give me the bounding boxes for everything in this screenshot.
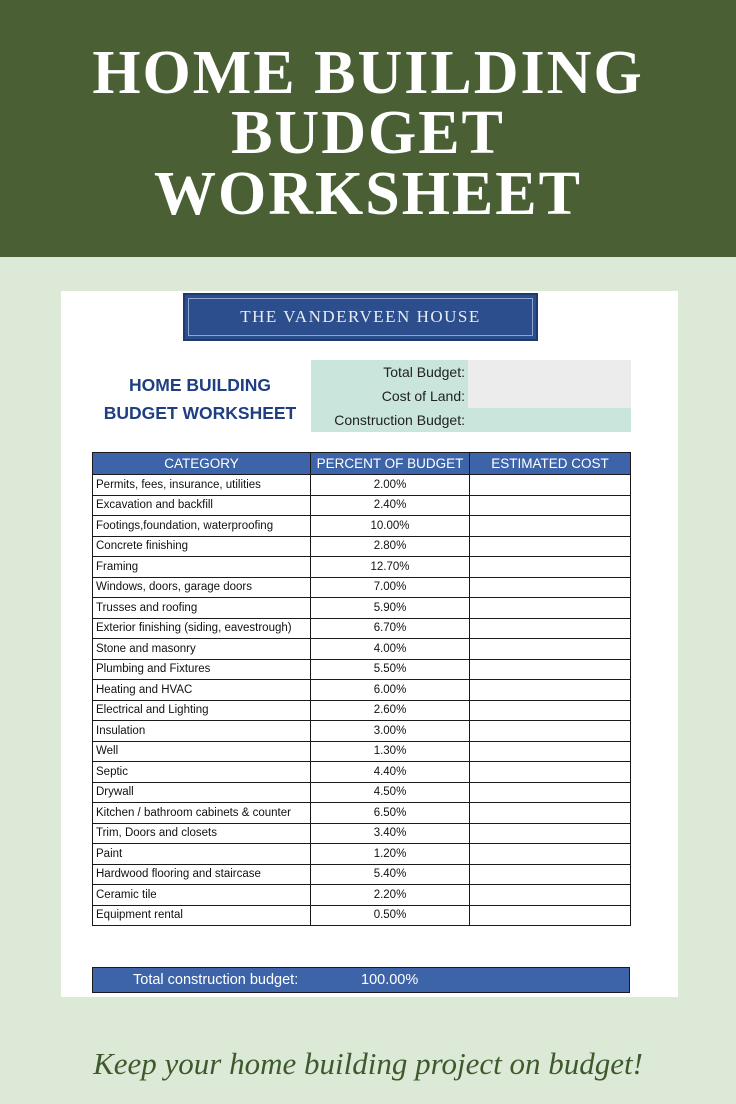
percent-cell: 5.40% [311,864,470,885]
total-value: 100.00% [361,972,419,988]
table-row [93,782,631,803]
table-header-row [93,453,631,475]
category-cell: Permits, fees, insurance, utilities [93,475,311,496]
table-row [93,577,631,598]
worksheet-title [95,371,305,427]
percent-cell: 5.90% [311,598,470,619]
category-cell: Excavation and backfill [93,495,311,516]
table-row [93,700,631,721]
header-title-line-2: BUDGET [231,99,505,167]
percent-cell: 2.00% [311,475,470,496]
percent-cell: 1.20% [311,844,470,865]
table-row [93,598,631,619]
cost-of-land-row [311,384,631,408]
category-cell: Footings,foundation, waterproofing [93,516,311,537]
percent-cell: 4.40% [311,762,470,783]
tagline: Keep your home building project on budget! [93,1046,643,1081]
table-row [93,864,631,885]
col-header-percent: PERCENT OF BUDGET [311,453,470,475]
header-title-line-3: WORKSHEET [154,160,582,228]
estimated-cost-cell[interactable] [470,475,631,496]
total-budget-row [311,360,631,384]
category-cell: Paint [93,844,311,865]
table-row [93,762,631,783]
brand-logo [183,293,538,341]
percent-cell: 3.00% [311,721,470,742]
category-cell: Stone and masonry [93,639,311,660]
category-cell: Exterior finishing (siding, eavestrough) [93,618,311,639]
estimated-cost-cell[interactable] [470,680,631,701]
table-row [93,516,631,537]
estimated-cost-cell[interactable] [470,598,631,619]
percent-cell: 2.20% [311,885,470,906]
percent-cell: 4.50% [311,782,470,803]
category-cell: Windows, doors, garage doors [93,577,311,598]
percent-cell: 7.00% [311,577,470,598]
percent-cell: 2.60% [311,700,470,721]
table-row [93,475,631,496]
estimated-cost-cell[interactable] [470,659,631,680]
table-row [93,844,631,865]
estimated-cost-cell[interactable] [470,885,631,906]
category-cell: Kitchen / bathroom cabinets & counter [93,803,311,824]
estimated-cost-cell[interactable] [470,844,631,865]
worksheet-preview [61,291,678,997]
table-row [93,536,631,557]
category-cell: Septic [93,762,311,783]
percent-cell: 12.70% [311,557,470,578]
estimated-cost-cell[interactable] [470,823,631,844]
category-cell: Ceramic tile [93,885,311,906]
estimated-cost-cell[interactable] [470,782,631,803]
total-construction-budget [92,967,630,993]
category-cell: Electrical and Lighting [93,700,311,721]
estimated-cost-cell[interactable] [470,495,631,516]
estimated-cost-cell[interactable] [470,864,631,885]
cost-of-land-value[interactable] [468,384,631,408]
brand-name: THE VANDERVEEN HOUSE [240,307,481,326]
estimated-cost-cell[interactable] [470,536,631,557]
estimated-cost-cell[interactable] [470,905,631,926]
total-budget-value[interactable] [468,360,631,384]
construction-budget-row [311,408,631,432]
percent-cell: 10.00% [311,516,470,537]
estimated-cost-cell[interactable] [470,557,631,578]
category-cell: Well [93,741,311,762]
estimated-cost-cell[interactable] [470,762,631,783]
category-cell: Concrete finishing [93,536,311,557]
percent-cell: 6.50% [311,803,470,824]
percent-cell: 0.50% [311,905,470,926]
construction-budget-value[interactable] [468,408,631,432]
budget-table [92,452,631,926]
percent-cell: 5.50% [311,659,470,680]
worksheet-title-line-2: BUDGET WORKSHEET [103,403,297,423]
category-cell: Trusses and roofing [93,598,311,619]
header-title-line-1: HOME BUILDING [92,39,644,107]
category-cell: Framing [93,557,311,578]
estimated-cost-cell[interactable] [470,618,631,639]
table-row [93,680,631,701]
estimated-cost-cell[interactable] [470,516,631,537]
table-row [93,495,631,516]
table-row [93,905,631,926]
percent-cell: 2.80% [311,536,470,557]
category-cell: Insulation [93,721,311,742]
percent-cell: 1.30% [311,741,470,762]
table-row [93,823,631,844]
table-row [93,721,631,742]
table-row [93,618,631,639]
col-header-estimated-cost: ESTIMATED COST [470,453,631,475]
percent-cell: 2.40% [311,495,470,516]
total-label: Total construction budget: [133,972,299,988]
table-row [93,803,631,824]
estimated-cost-cell[interactable] [470,700,631,721]
table-row [93,639,631,660]
category-cell: Plumbing and Fixtures [93,659,311,680]
category-cell: Trim, Doors and closets [93,823,311,844]
percent-cell: 6.00% [311,680,470,701]
total-budget-label: Total Budget: [311,360,468,384]
estimated-cost-cell[interactable] [470,577,631,598]
header-banner [0,0,736,257]
estimated-cost-cell[interactable] [470,721,631,742]
estimated-cost-cell[interactable] [470,741,631,762]
percent-cell: 4.00% [311,639,470,660]
estimated-cost-cell[interactable] [470,639,631,660]
construction-budget-label: Construction Budget: [311,408,468,432]
category-cell: Heating and HVAC [93,680,311,701]
estimated-cost-cell[interactable] [470,803,631,824]
budget-summary [311,360,631,432]
category-cell: Equipment rental [93,905,311,926]
table-row [93,659,631,680]
percent-cell: 3.40% [311,823,470,844]
table-row [93,557,631,578]
category-cell: Drywall [93,782,311,803]
category-cell: Hardwood flooring and staircase [93,864,311,885]
percent-cell: 6.70% [311,618,470,639]
table-row [93,741,631,762]
worksheet-title-line-1: HOME BUILDING [129,375,271,395]
table-row [93,885,631,906]
cost-of-land-label: Cost of Land: [311,384,468,408]
col-header-category: CATEGORY [93,453,311,475]
